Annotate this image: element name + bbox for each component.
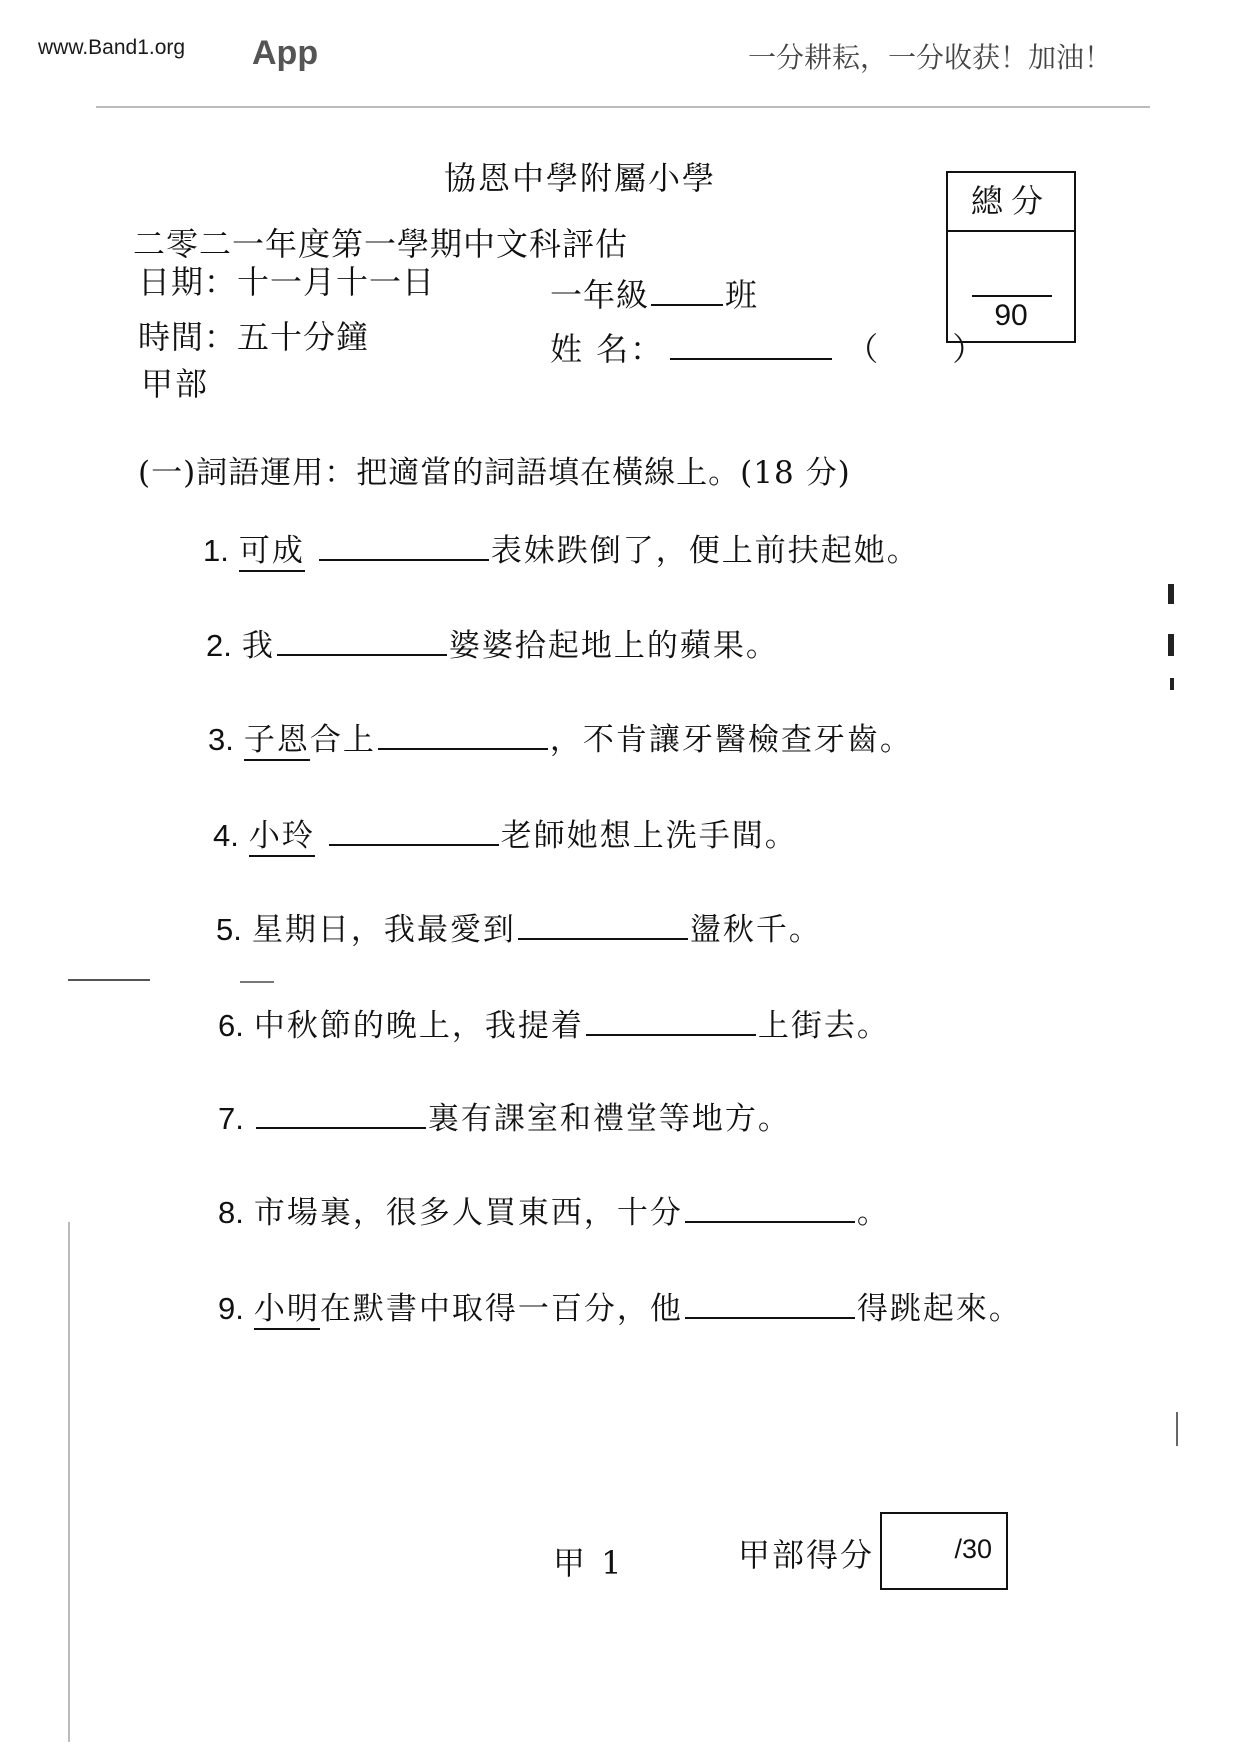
answer-blank[interactable] — [329, 814, 499, 846]
item-number: 2. — [206, 628, 232, 663]
section-label: 甲部 — [141, 365, 210, 403]
total-score-label: 總分 — [948, 173, 1074, 232]
item-number: 9. — [218, 1291, 244, 1326]
header-divider — [96, 106, 1150, 108]
name-blank[interactable] — [670, 330, 832, 360]
scan-edge — [68, 1222, 70, 1742]
item-text: 得跳起來。 — [856, 1291, 1022, 1327]
answer-blank[interactable] — [378, 718, 548, 750]
item-number: 7. — [218, 1101, 244, 1136]
grade-suffix: 班 — [725, 276, 759, 314]
site-url: www.Band1.org — [38, 36, 186, 59]
item-proper-noun: 小玲 — [249, 818, 315, 857]
class-field — [550, 270, 758, 316]
question-item — [218, 1187, 890, 1232]
score-fraction-line — [972, 295, 1052, 297]
question-item — [208, 714, 913, 759]
school-name: 協恩中學附屬小學 — [444, 159, 717, 197]
class-blank[interactable] — [651, 276, 723, 306]
scan-mark — [1168, 634, 1174, 656]
item-number: 6. — [218, 1008, 244, 1043]
slogan: 一分耕耘，一分收获！加油！ — [748, 41, 1113, 74]
item-text: ，不肯讓牙醫檢查牙齒。 — [549, 722, 913, 758]
item-text: 老師她想上洗手間。 — [500, 818, 798, 854]
scan-mark — [240, 981, 274, 983]
item-number: 8. — [218, 1195, 244, 1230]
item-text: 。 — [856, 1195, 890, 1231]
item-text: 婆婆拾起地上的蘋果。 — [448, 628, 779, 664]
item-text: 星期日，我最愛到 — [251, 912, 516, 948]
grade-prefix: 一年級 — [550, 276, 650, 314]
exam-date: 日期：十一月十一日 — [138, 263, 436, 301]
assessment-title: 二零二一年度第一學期中文科評估 — [133, 225, 629, 263]
item-proper-noun: 可成 — [239, 533, 305, 572]
question-item — [216, 904, 822, 949]
item-text: 合上 — [309, 722, 376, 758]
scan-mark — [1170, 678, 1174, 690]
question-item — [203, 525, 920, 570]
question-item — [218, 1283, 1022, 1328]
paren-close: ） — [952, 330, 987, 368]
question-item — [218, 1093, 791, 1138]
name-label: 姓 名： — [550, 330, 665, 368]
item-proper-noun: 小明 — [254, 1291, 320, 1330]
item-text: 盪秋千。 — [689, 912, 822, 948]
item-number: 1. — [203, 533, 229, 568]
item-text: 裏有課室和禮堂等地方。 — [427, 1101, 791, 1137]
app-label: App — [252, 34, 319, 72]
answer-blank[interactable] — [256, 1097, 426, 1129]
item-number: 4. — [213, 818, 239, 853]
question-item — [218, 1000, 890, 1045]
section-score-label: 甲部得分 — [738, 1536, 875, 1574]
item-text: 在默書中取得一百分，他 — [319, 1291, 683, 1327]
item-number: 3. — [208, 722, 234, 757]
question-item — [206, 620, 779, 665]
answer-blank[interactable] — [685, 1191, 855, 1223]
item-text: 中秋節的晚上，我提着 — [253, 1008, 584, 1044]
item-text: 市場裏，很多人買東西，十分 — [253, 1195, 683, 1231]
scan-mark — [68, 979, 150, 981]
name-field — [550, 324, 986, 370]
scan-mark — [1168, 584, 1174, 604]
exam-duration: 時間：五十分鐘 — [138, 318, 370, 356]
page-number: 甲 1 — [553, 1544, 625, 1582]
section-score-max: /30 — [954, 1534, 992, 1564]
answer-blank[interactable] — [319, 529, 489, 561]
question-item — [213, 810, 798, 855]
paren-open: （ — [846, 330, 881, 368]
question-heading: (一)詞語運用：把適當的詞語填在橫線上。(18 分) — [138, 455, 851, 491]
answer-blank[interactable] — [586, 1004, 756, 1036]
item-number: 5. — [216, 912, 242, 947]
section-score-box[interactable] — [880, 1512, 1008, 1590]
answer-blank[interactable] — [518, 908, 688, 940]
total-score-max: 90 — [994, 299, 1028, 332]
item-text: 上街去。 — [757, 1008, 890, 1044]
answer-blank[interactable] — [685, 1287, 855, 1319]
answer-blank[interactable] — [277, 624, 447, 656]
total-score-box — [946, 171, 1076, 343]
scan-mark — [1176, 1412, 1178, 1446]
item-text: 我 — [241, 628, 275, 664]
item-proper-noun: 子恩 — [244, 722, 310, 761]
item-text: 表妹跌倒了，便上前扶起她。 — [490, 533, 920, 569]
